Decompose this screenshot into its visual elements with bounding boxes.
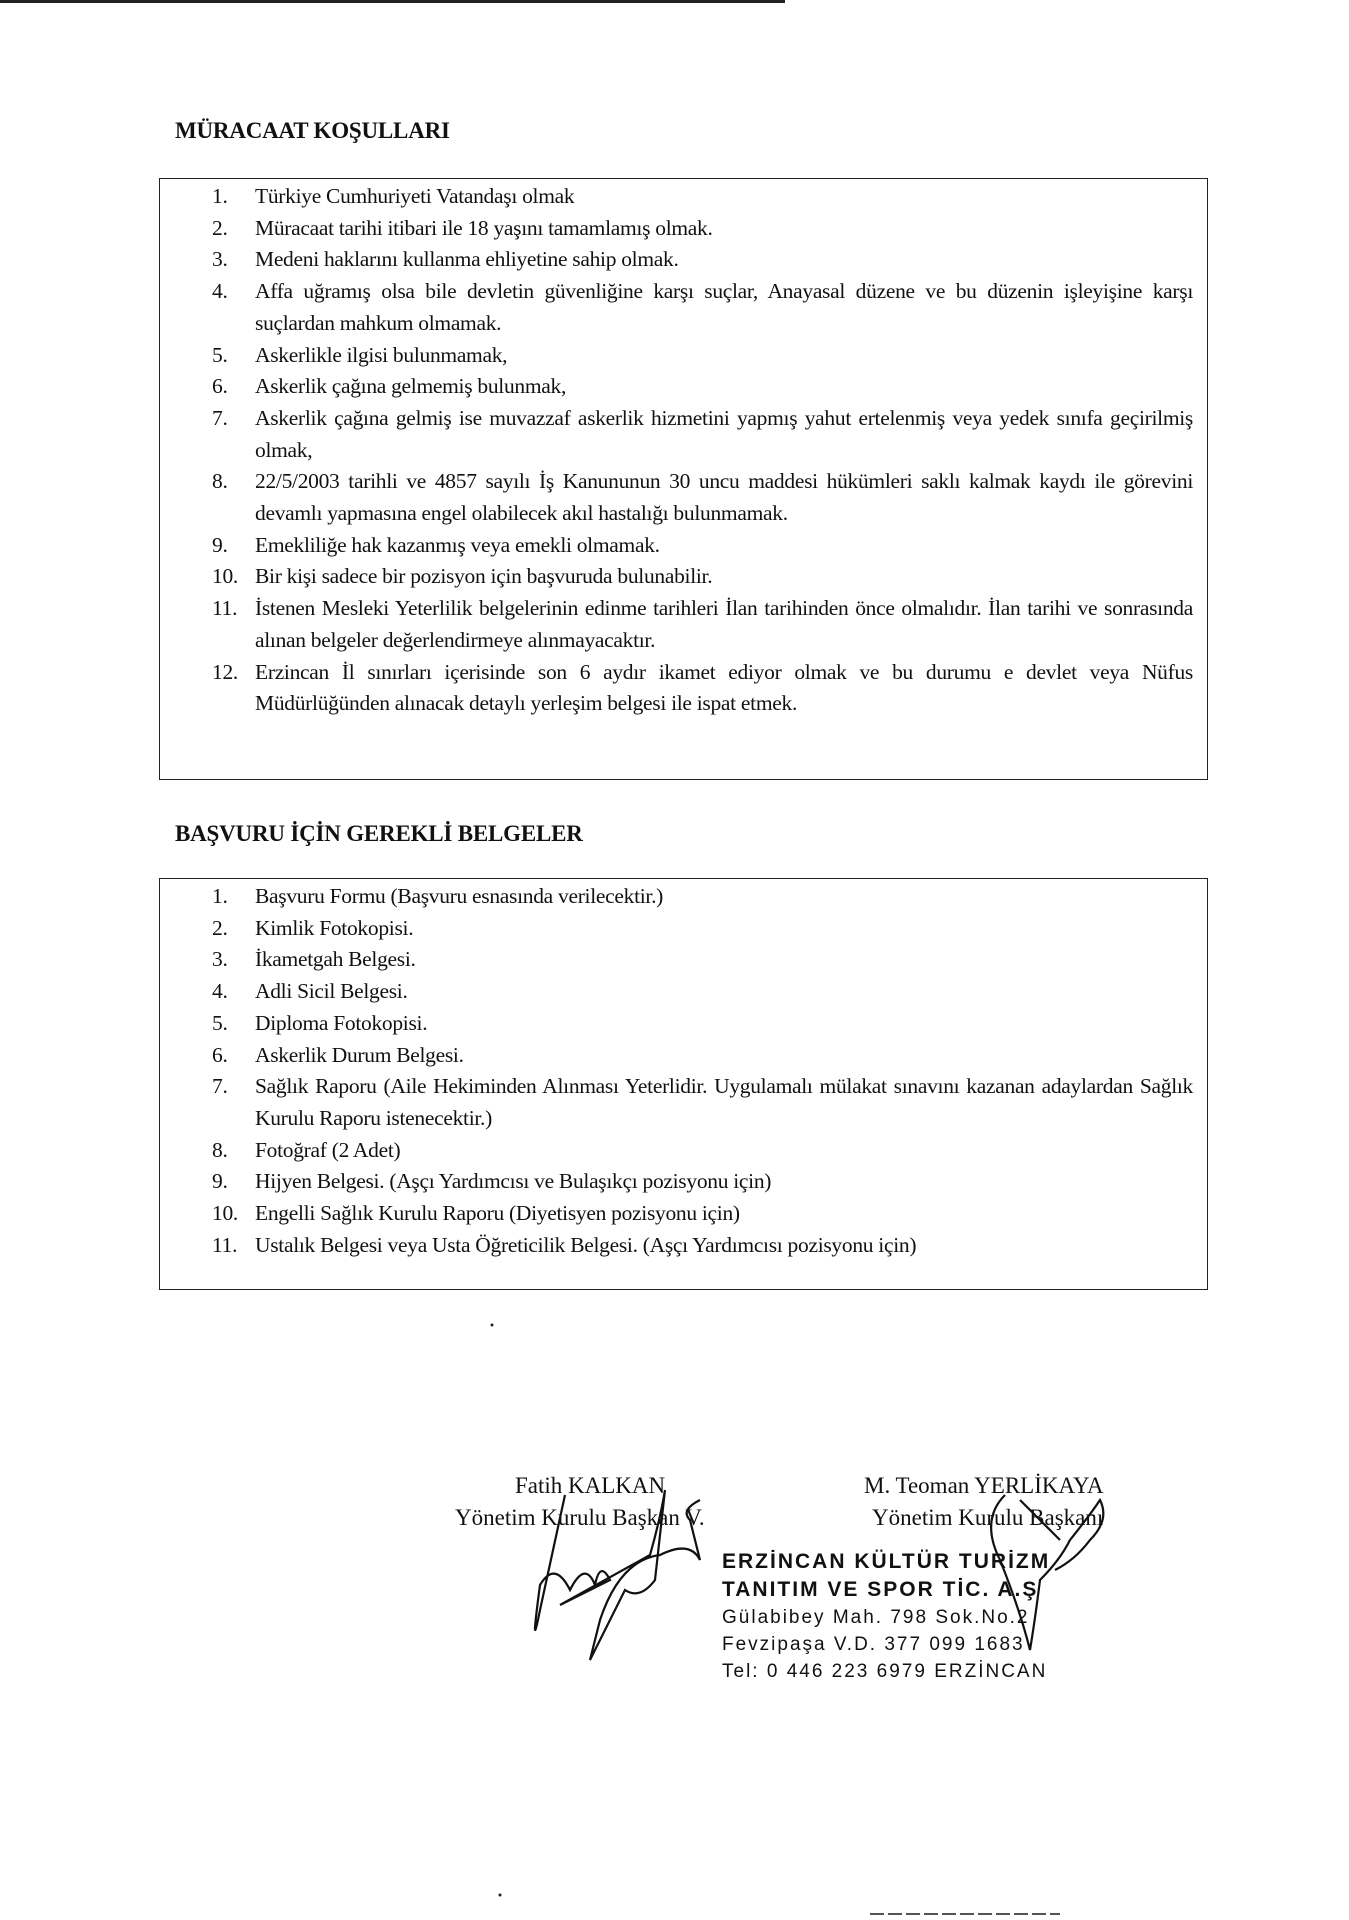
item-text: Sağlık Raporu (Aile Hekiminden Alınması Yeterlidir. Uygulamalı mülakat sınavını kazanan adaylardan Sağlık Kurulu Raporu istenecektir.): [255, 1074, 1193, 1130]
item-text: Askerlik Durum Belgesi.: [255, 1042, 464, 1067]
item-number: 4.: [212, 979, 228, 1004]
application-conditions-list: [160, 181, 1207, 720]
list-item: [160, 371, 1207, 403]
item-text: 22/5/2003 tarihli ve 4857 sayılı İş Kanununun 30 uncu maddesi hükümleri saklı kalmak kaydı ile görevini devamlı yapmasına engel olabilecek akıl hastalığı bulunmamak.: [255, 469, 1193, 526]
list-item: [160, 1040, 1207, 1072]
signature-block-right: [864, 1470, 1104, 1534]
item-text: Bir kişi sadece bir pozisyon için başvuruda bulunabilir.: [255, 564, 713, 589]
stamp-line: Fevzipaşa V.D. 377 099 1683: [722, 1634, 1025, 1655]
list-item: [160, 340, 1207, 372]
list-item: [160, 881, 1207, 913]
company-stamp: [722, 1548, 1050, 1685]
item-number: 2.: [212, 215, 228, 240]
item-text: Affa uğramış olsa bile devletin güvenliğine karşı suçlar, Anayasal düzene ve bu düzenin işleyişine karşı suçlardan mahkum olmamak.: [255, 279, 1193, 335]
item-text: Erzincan İl sınırları içerisinde son 6 aydır ikamet ediyor olmak ve bu durumu e devlet veya Nüfus Müdürlüğünden alınacak detaylı yerleşim belgesi ile ispat etmek.: [255, 659, 1193, 716]
item-text: Medeni haklarını kullanma ehliyetine sahip olmak.: [255, 247, 679, 272]
stamp-line: Gülabibey Mah. 798 Sok.No.2: [722, 1607, 1030, 1628]
list-item: [160, 1135, 1207, 1167]
list-item: [160, 276, 1207, 339]
item-number: 5.: [212, 1010, 228, 1035]
item-number: 8.: [212, 1137, 228, 1162]
item-number: 6.: [212, 374, 228, 399]
list-item: [160, 403, 1207, 466]
list-item: [160, 1198, 1207, 1230]
list-item: [160, 657, 1207, 720]
speck: [491, 1324, 494, 1327]
item-number: 10.: [212, 1201, 238, 1226]
item-text: Hijyen Belgesi. (Aşçı Yardımcısı ve Bulaşıkçı pozisyonu için): [255, 1169, 772, 1194]
item-number: 11.: [212, 1232, 238, 1257]
list-item: [160, 530, 1207, 562]
item-text: Diploma Fotokopisi.: [255, 1010, 428, 1035]
stamp-line: Tel: 0 446 223 6979 ERZİNCAN: [722, 1661, 1048, 1682]
list-item: [160, 213, 1207, 245]
item-number: 8.: [212, 469, 228, 494]
list-item: [160, 1071, 1207, 1134]
item-text: Engelli Sağlık Kurulu Raporu (Diyetisyen pozisyonu için): [255, 1201, 740, 1226]
required-documents-list: [160, 881, 1207, 1261]
list-item: [160, 466, 1207, 529]
item-number: 1.: [212, 884, 228, 908]
signature-block-left: [455, 1470, 705, 1534]
signatory-title: Yönetim Kurulu Başkanı: [872, 1505, 1104, 1530]
item-number: 3.: [212, 947, 228, 972]
list-item: [160, 181, 1207, 213]
item-number: 3.: [212, 247, 228, 272]
required-documents-box: [159, 878, 1208, 1290]
item-text: İkametgah Belgesi.: [255, 947, 416, 972]
list-item: [160, 561, 1207, 593]
item-text: Askerlik çağına gelmiş ise muvazzaf askerlik hizmetini yapmış yahut ertelenmiş veya yedek sınıfa geçirilmiş olmak,: [255, 405, 1193, 462]
item-number: 11.: [212, 596, 238, 621]
list-item: [160, 976, 1207, 1008]
item-text: Müracaat tarihi itibari ile 18 yaşını tamamlamış olmak.: [255, 215, 713, 240]
item-text: Adli Sicil Belgesi.: [255, 979, 408, 1004]
list-item: [160, 913, 1207, 945]
item-number: 9.: [212, 532, 228, 557]
signatory-title: Yönetim Kurulu Başkan V.: [455, 1505, 705, 1530]
item-number: 9.: [212, 1169, 228, 1194]
list-item: [160, 1008, 1207, 1040]
list-item: [160, 1230, 1207, 1262]
item-text: Başvuru Formu (Başvuru esnasında verilecektir.): [255, 884, 664, 908]
item-number: 7.: [212, 1074, 228, 1099]
item-number: 6.: [212, 1042, 228, 1067]
item-text: Fotoğraf (2 Adet): [255, 1137, 401, 1162]
item-text: Askerlikle ilgisi bulunmamak,: [255, 342, 508, 367]
application-conditions-box: [159, 178, 1208, 780]
item-number: 12.: [212, 659, 238, 684]
item-text: Kimlik Fotokopisi.: [255, 915, 414, 940]
list-item: [160, 1166, 1207, 1198]
scan-top-edge-line: [0, 0, 785, 3]
list-item: [160, 944, 1207, 976]
signatory-name: M. Teoman YERLİKAYA: [864, 1473, 1104, 1498]
list-item: [160, 593, 1207, 656]
item-number: 4.: [212, 279, 228, 304]
list-item: [160, 244, 1207, 276]
item-text: Emekliliğe hak kazanmış veya emekli olmamak.: [255, 532, 660, 557]
item-number: 2.: [212, 915, 228, 940]
item-number: 5.: [212, 342, 228, 367]
item-number: 7.: [212, 405, 228, 430]
section-title-application-conditions: MÜRACAAT KOŞULLARI: [175, 118, 450, 143]
signatory-name: Fatih KALKAN: [515, 1473, 666, 1498]
item-text: Askerlik çağına gelmemiş bulunmak,: [255, 374, 567, 399]
item-text: Türkiye Cumhuriyeti Vatandaşı olmak: [255, 184, 575, 208]
item-text: Ustalık Belgesi veya Usta Öğreticilik Belgesi. (Aşçı Yardımcısı pozisyonu için): [255, 1232, 917, 1257]
stamp-line: ERZİNCAN KÜLTÜR TURİZM: [722, 1550, 1051, 1573]
item-number: 1.: [212, 184, 228, 208]
item-text: İstenen Mesleki Yeterlilik belgelerinin edinme tarihleri İlan tarihinden önce olmalıdır. İlan tarihi ve sonrasında alınan belgeler değerlendirmeye alınmayacaktır.: [255, 596, 1193, 652]
section-title-required-documents: BAŞVURU İÇİN GEREKLİ BELGELER: [175, 821, 583, 846]
item-number: 10.: [212, 564, 238, 589]
speck: [499, 1894, 502, 1897]
stamp-line: TANITIM VE SPOR TİC. A.Ş: [722, 1578, 1039, 1601]
